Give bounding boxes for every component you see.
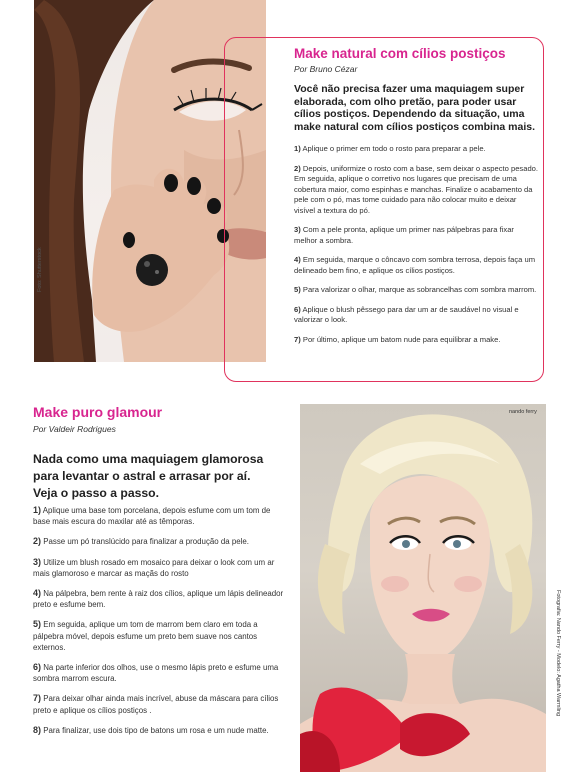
article-lead: Você não precisa fazer uma maquiagem super elaborada, com olho pretão, para poder usar cílios postiços. Dependendo da situação, uma make natural com cílios postiços combina mais. <box>294 83 535 133</box>
step-item: 3) Com a pele pronta, aplique um primer nas pálpebras para fixar melhor a sombra. <box>294 225 514 245</box>
article-lead: Nada como uma maquiagem glamorosa para levantar o astral e arrasar por aí. Veja o passo a passo. <box>33 452 264 500</box>
step-item: 2) Depois, uniformize o rosto com a base, sem deixar o aspecto pesado. Em seguida, aplique o corretivo nos lugares que precisam de uma cobertura maior, como espinhas e manchas. Finalize o acabamento da pele com o pó, mas tome cuidado para não colocar muito e deixar visível a textura do pó. <box>294 163 538 215</box>
step-item: 7) Por último, aplique um batom nude para equilibrar a make. <box>294 334 501 344</box>
step-item: 2) Passe um pó translúcido para finalizar a produção da pele. <box>33 536 249 547</box>
glamour-makeup-illustration <box>300 404 546 772</box>
article-title: Make natural com cílios postiços <box>294 46 506 61</box>
step-item: 4) Em seguida, marque o côncavo com sombra terrosa, depois faça um delineado bem fino, e aplique os cílios postiços. <box>294 255 536 275</box>
step-item: 6) Aplique o blush pêssego para dar um ar de saudável no visual e valorizar o look. <box>294 304 519 324</box>
step-item: 7) Para deixar olhar ainda mais incrível, abuse da máscara para cílios preto e aplique os cílios postiços . <box>33 693 279 715</box>
photo-watermark: nando ferry <box>509 409 537 415</box>
step-item: 6) Na parte inferior dos olhos, use o mesmo lápis preto e esfume uma sombra marrom escura. <box>33 662 279 684</box>
step-item: 5) Em seguida, aplique um tom de marrom bem claro em toda a pálpebra móvel, depois esfume um preto bem suave nos cantos externos. <box>33 619 258 652</box>
photo-credit: Foto: Shutterstock <box>37 247 43 292</box>
article-author: Por Valdeir Rodrigues <box>33 424 116 434</box>
steps-list <box>33 505 289 745</box>
photo-credit: Fotografia: Nando Ferry - Modelo: Agatha Warmling <box>555 590 561 717</box>
step-item: 3) Utilize um blush rosado em mosaico para deixar o look com um ar mais glamoroso e marcar as maçãs do rosto <box>33 556 275 578</box>
step-item: 4) Na pálpebra, bem rente à raiz dos cílios, aplique um lápis delineador preto e esfume bem. <box>33 588 284 610</box>
step-item: 5) Para valorizar o olhar, marque as sobrancelhas com sombra marrom. <box>294 285 537 294</box>
article-author: Por Bruno Cézar <box>294 64 358 74</box>
article-title: Make puro glamour <box>33 404 163 420</box>
glamour-makeup-photo <box>300 404 546 772</box>
steps-list <box>294 144 538 354</box>
step-item: 1) Aplique o primer em todo o rosto para preparar a pele. <box>294 144 486 153</box>
step-item: 8) Para finalizar, use dois tipo de batons um rosa e um nude matte. <box>33 724 269 735</box>
step-item: 1) Aplique uma base tom porcelana, depois esfume com um tom de base mais escura do maxilar até as têmporas. <box>33 505 271 527</box>
